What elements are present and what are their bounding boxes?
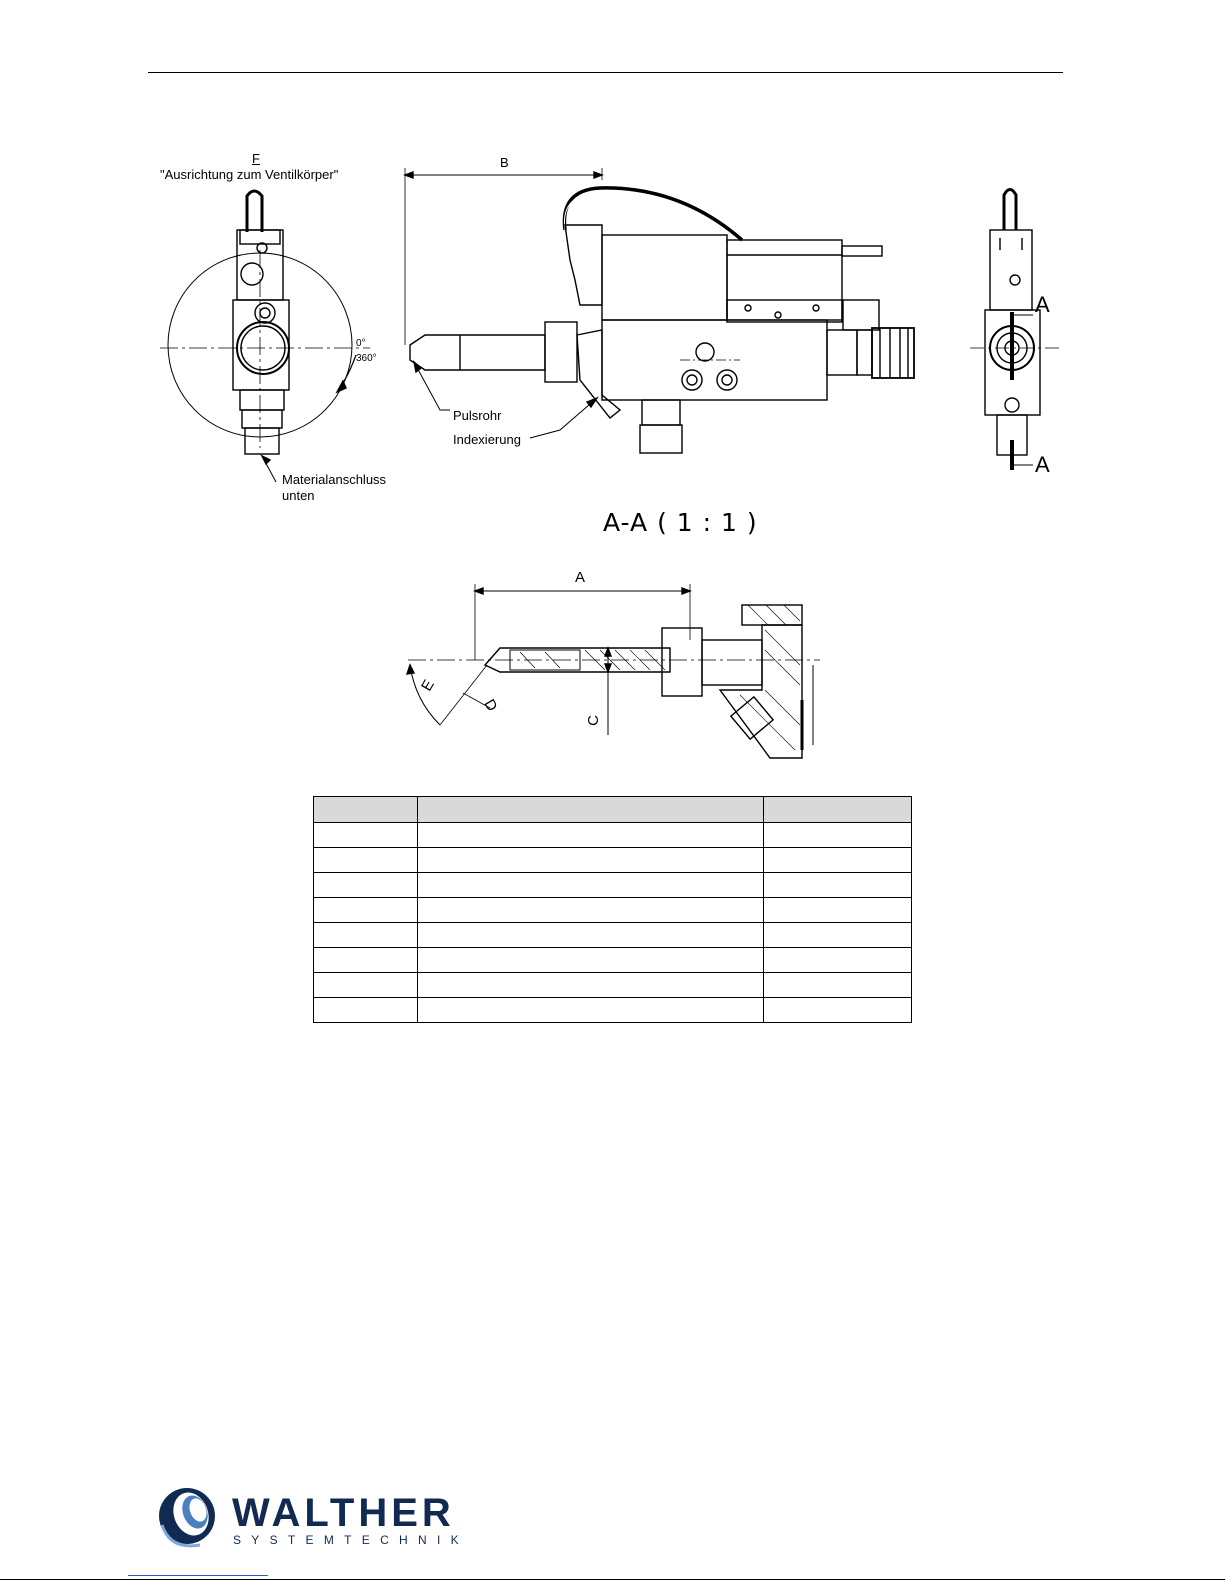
dimension-e-label: E xyxy=(418,676,438,695)
table-cell xyxy=(314,873,418,898)
table-cell xyxy=(418,873,764,898)
indexierung-label: Indexierung xyxy=(453,432,521,447)
table-cell xyxy=(764,873,912,898)
dimension-b-label: B xyxy=(500,155,509,170)
right-view-drawing xyxy=(970,190,1060,471)
cut-label-bottom: A xyxy=(1035,452,1050,477)
pulsrohr-label: Pulsrohr xyxy=(453,408,502,423)
footer-link-underline xyxy=(128,1575,268,1576)
table-cell xyxy=(418,823,764,848)
table-cell xyxy=(418,923,764,948)
section-drawing xyxy=(407,584,820,758)
table-row xyxy=(314,823,912,848)
angle-end-label: 360° xyxy=(356,353,377,364)
table-row xyxy=(314,873,912,898)
material-label-line2: unten xyxy=(282,488,315,503)
table-cell xyxy=(764,823,912,848)
material-label-line1: Materialanschluss xyxy=(282,472,387,487)
table-row xyxy=(314,898,912,923)
orientation-caption: "Ausrichtung zum Ventilkörper" xyxy=(160,167,339,182)
table-cell xyxy=(764,848,912,873)
table-header-row xyxy=(314,797,912,823)
section-title: A-A ( 1 : 1 ) xyxy=(603,508,758,537)
table-cell xyxy=(418,848,764,873)
table-header-cell xyxy=(418,797,764,823)
table-row xyxy=(314,848,912,873)
label-f: F xyxy=(252,151,260,166)
logo-tagline: SYSTEMTECHNIK xyxy=(233,1533,469,1547)
table-cell xyxy=(418,998,764,1023)
table-cell xyxy=(418,948,764,973)
table-cell xyxy=(314,923,418,948)
table-cell xyxy=(418,898,764,923)
table-cell xyxy=(764,973,912,998)
table-row xyxy=(314,973,912,998)
table-row xyxy=(314,998,912,1023)
dimension-c-label: C xyxy=(584,715,602,726)
table-header-cell xyxy=(764,797,912,823)
table-cell xyxy=(314,948,418,973)
table-cell xyxy=(764,998,912,1023)
table-row xyxy=(314,948,912,973)
logo-name: WALTHER xyxy=(232,1491,455,1535)
table-cell xyxy=(764,898,912,923)
table-cell xyxy=(314,998,418,1023)
left-view-drawing xyxy=(160,191,370,482)
dimension-a-label: A xyxy=(575,569,586,586)
table-cell xyxy=(418,973,764,998)
footer-rule xyxy=(0,1579,1225,1580)
table-cell xyxy=(314,848,418,873)
dimension-d-label: D xyxy=(480,696,501,715)
table-row xyxy=(314,923,912,948)
table-cell xyxy=(764,923,912,948)
table-cell xyxy=(314,973,418,998)
cut-label-top: A xyxy=(1035,292,1050,317)
spec-table xyxy=(313,796,912,1023)
table-cell xyxy=(314,823,418,848)
table-header-cell xyxy=(314,797,418,823)
table-cell xyxy=(764,948,912,973)
angle-start-label: 0° xyxy=(356,338,366,349)
table-cell xyxy=(314,898,418,923)
